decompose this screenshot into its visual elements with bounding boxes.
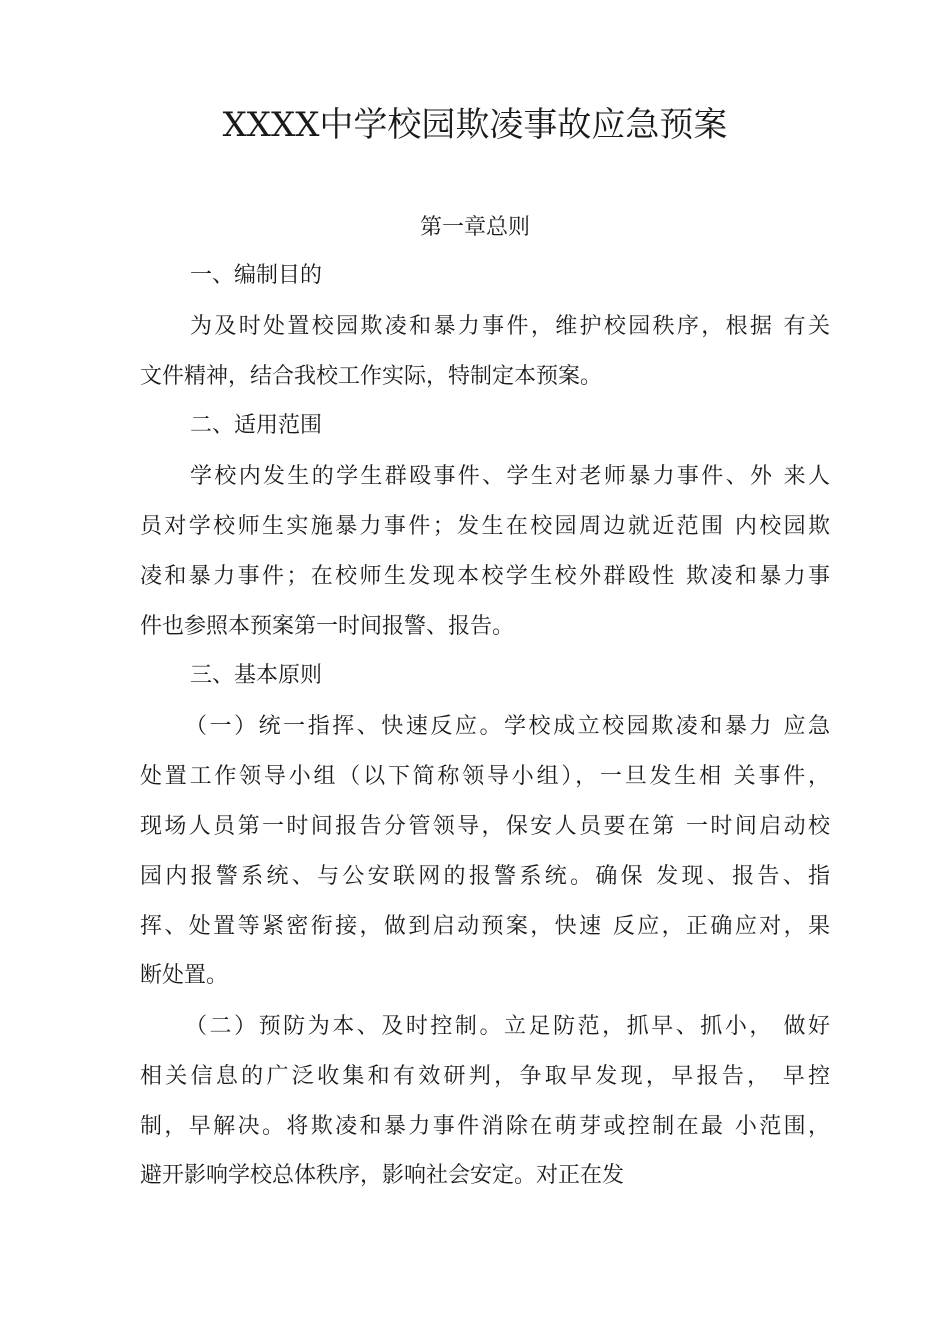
paragraph-line: 为及时处置校园欺凌和暴力事件，维护校园秩序，根据 有关 [190,314,830,339]
paragraph-line: 现场人员第一时间报告分管领导，保安人员要在第 一时间启动校 [140,814,830,839]
paragraph-line: 处置工作领导小组（以下简称领导小组），一旦发生相 关事件， [140,764,830,789]
paragraph-line: （二）预防为本、及时控制。立足防范，抓早、抓小， 做好 [185,1014,830,1039]
section-heading-purpose: 一、编制目的 [190,263,323,288]
paragraph-line: 断处置。 [140,963,229,988]
section-heading-scope: 二、适用范围 [190,413,323,438]
paragraph-line: （一）统一指挥、快速反应。学校成立校园欺凌和暴力 应急 [185,714,830,739]
section-heading-principles: 三、基本原则 [190,663,323,688]
paragraph-line: 挥、处置等紧密衔接，做到启动预案，快速 反应，正确应对，果 [140,914,830,939]
paragraph-line: 件也参照本预案第一时间报警、报告。 [140,614,515,639]
paragraph-line: 凌和暴力事件；在校师生发现本校学生校外群殴性 欺凌和暴力事 [140,564,830,589]
paragraph-line: 避开影响学校总体秩序，影响社会安定。对正在发 [140,1163,625,1188]
paragraph-line: 员对学校师生实施暴力事件；发生在校园周边就近范围 内校园欺 [140,514,830,539]
paragraph-line: 制，早解决。将欺凌和暴力事件消除在萌芽或控制在最 小范围， [140,1114,830,1139]
paragraph-line: 文件精神，结合我校工作实际，特制定本预案。 [140,364,603,389]
document-title: XXXX中学校园欺凌事故应急预案 [222,105,728,145]
chapter-heading: 第一章总则 [419,215,530,240]
paragraph-line: 学校内发生的学生群殴事件、学生对老师暴力事件、外 来人 [190,464,830,489]
paragraph-line: 园内报警系统、与公安联网的报警系统。确保 发现、报告、指 [140,864,830,889]
paragraph-line: 相关信息的广泛收集和有效研判，争取早发现，早报告， 早控 [140,1064,830,1089]
